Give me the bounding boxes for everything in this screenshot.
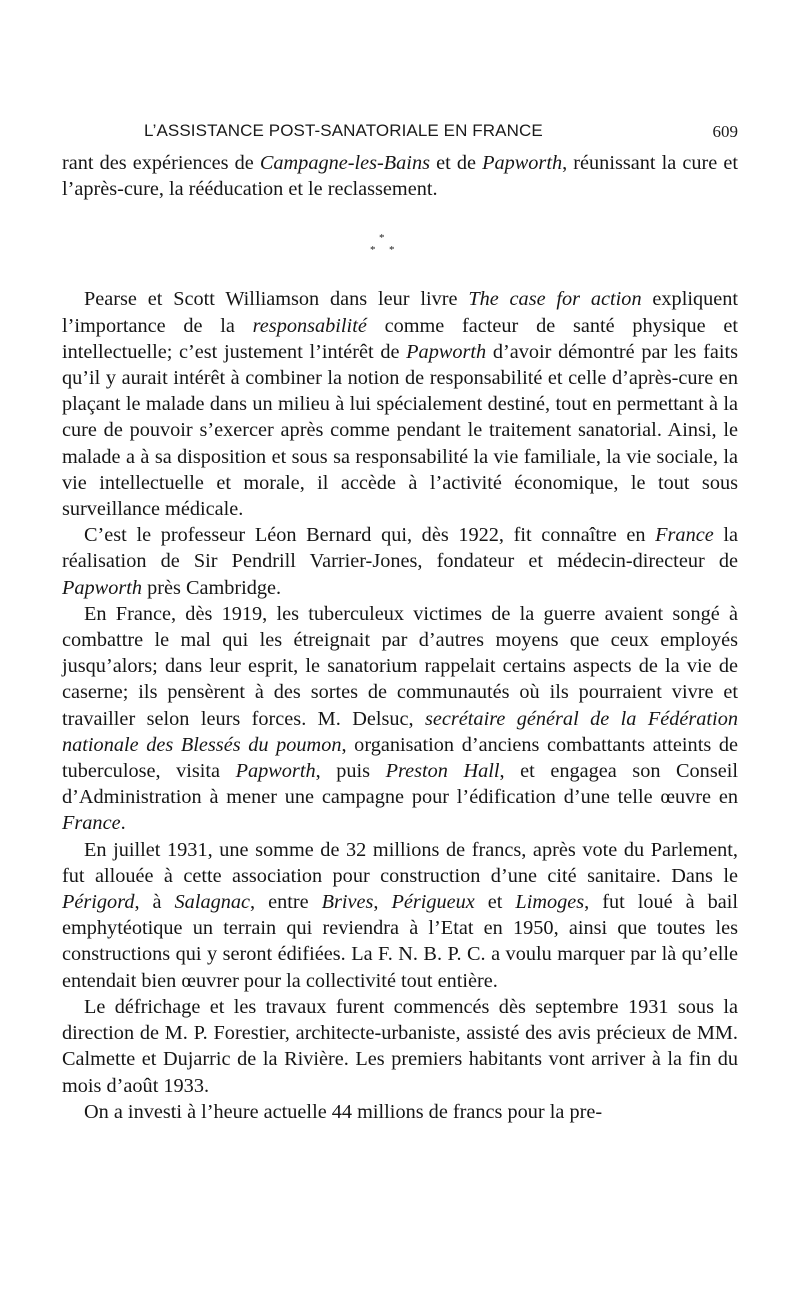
- italic-run: The case for action: [468, 288, 642, 311]
- text-run: , fut loué à bail emphytéotique un terrain qui reviendra à l’Etat en 1950, ainsi que toutes les constructions qui y seront édifiées. La F. N. B. P. C. a voulu marquer par là qu’elle entendait bien œuvrer pour la collectivité tout entière.: [62, 891, 739, 992]
- italic-run: France: [655, 524, 714, 547]
- body-text: [62, 150, 738, 1125]
- text-run: .: [120, 812, 126, 835]
- italic-run: secrétaire général de la Fédération nationale des Blessés du poumon: [62, 707, 738, 756]
- text-run: On a investi à l’heure actuelle 44 millions de francs pour la pre-: [84, 1100, 603, 1123]
- text-run: , à: [134, 891, 175, 914]
- italic-run: Papworth: [406, 340, 487, 363]
- text-run: C’est le professeur Léon Bernard qui, dès 1922, fit connaître en: [84, 524, 656, 547]
- italic-run: Limoges: [515, 891, 585, 914]
- italic-run: Papworth: [62, 576, 143, 599]
- text-run: rant des expériences de: [62, 152, 260, 174]
- italic-run: Papworth: [482, 152, 563, 174]
- text-run: près Cambridge.: [142, 576, 282, 599]
- text-run: En France, dès 1919, les tuberculeux victimes de la guerre avaient songé à combattre le mal qui les étreignait par d’autres moyens que ceux employés jusqu’alors; dans leur esprit, le sanatorium rappelait certains aspects de la vie de caserne; ils pensèrent à des sortes de communautés où ils pourraient vivre et travailler selon leurs forces. M. Delsuc,: [62, 602, 738, 730]
- text-run: comme facteur de santé physique et intellectuelle; c’est justement l’intérêt de: [62, 314, 738, 363]
- italic-run: Salagnac: [174, 891, 251, 914]
- text-run: Pearse et Scott Williamson dans leur livre: [84, 288, 469, 311]
- paragraph-continuation: [62, 150, 738, 202]
- page-header: [62, 121, 738, 147]
- running-title: L’ASSISTANCE POST-SANATORIALE EN FRANCE: [144, 121, 543, 140]
- italic-run: Papworth: [235, 760, 316, 783]
- paragraph: [62, 994, 738, 1099]
- asterism-star: *: [370, 244, 376, 257]
- text-run: , et engagea son Conseil d’Administration à mener une campagne pour l’édification d’une telle œuvre en: [62, 760, 738, 809]
- italic-run: responsabilité: [252, 314, 367, 337]
- section-break-asterism: [62, 202, 738, 286]
- italic-run: Brives: [321, 891, 374, 914]
- italic-run: Périgord: [62, 891, 135, 914]
- paragraph: [62, 1099, 738, 1125]
- asterism-star: *: [379, 232, 385, 245]
- text-run: Le défrichage et les travaux furent commencés dès septembre 1931 sous la direction de M. P. Forestier, architecte-urbaniste, assisté des avis précieux de MM. Calmette et Dujarric de la Rivière. Les premiers habitants vont arriver à la fin du mois d’août 1933.: [62, 995, 738, 1097]
- text-run: et de: [429, 152, 483, 174]
- text-run: et: [474, 891, 516, 914]
- paragraph: [62, 837, 738, 994]
- italic-run: France: [62, 812, 121, 835]
- paragraph: [62, 522, 738, 601]
- text-run: , organisation d’anciens combattants atteints de tuberculose, visita: [62, 733, 738, 783]
- text-run: , réunissant la cure et l’après-cure, la rééducation et le reclassement.: [62, 152, 739, 201]
- text-run: ,: [373, 891, 392, 914]
- text-run: En juillet 1931, une somme de 32 millions de francs, après vote du Parlement, fut allouée à cette association pour construction d’une cité sanitaire. Dans le: [62, 838, 738, 887]
- text-run: expliquent l’importance de la: [62, 288, 739, 337]
- text-run: , entre: [250, 891, 322, 914]
- text-run: la réalisation de Sir Pendrill Varrier-Jones, fondateur et médecin-directeur de: [62, 524, 738, 573]
- paragraph: [62, 601, 738, 837]
- italic-run: Périgueux: [391, 891, 475, 914]
- page-number: 609: [712, 122, 738, 141]
- text-run: , puis: [315, 760, 386, 783]
- paragraph: [62, 286, 738, 522]
- text-run: d’avoir démontré par les faits qu’il y aurait intérêt à combiner la notion de responsabilité et celle d’après-cure en plaçant le malade dans un milieu à lui spécialement destiné, tout en permettant à la cure de pouvoir s’exercer après comme pendant le traitement sanatorial. Ainsi, le malade a à sa disposition et sous sa responsabilité la vie familiale, la vie sociale, la vie intellectuelle et morale, il accède à l’activité économique, le tout sous surveillance médicale.: [62, 340, 738, 521]
- italic-run: Campagne-les-Bains: [259, 152, 430, 174]
- italic-run: Preston Hall: [385, 760, 500, 783]
- asterism-star: *: [389, 244, 395, 257]
